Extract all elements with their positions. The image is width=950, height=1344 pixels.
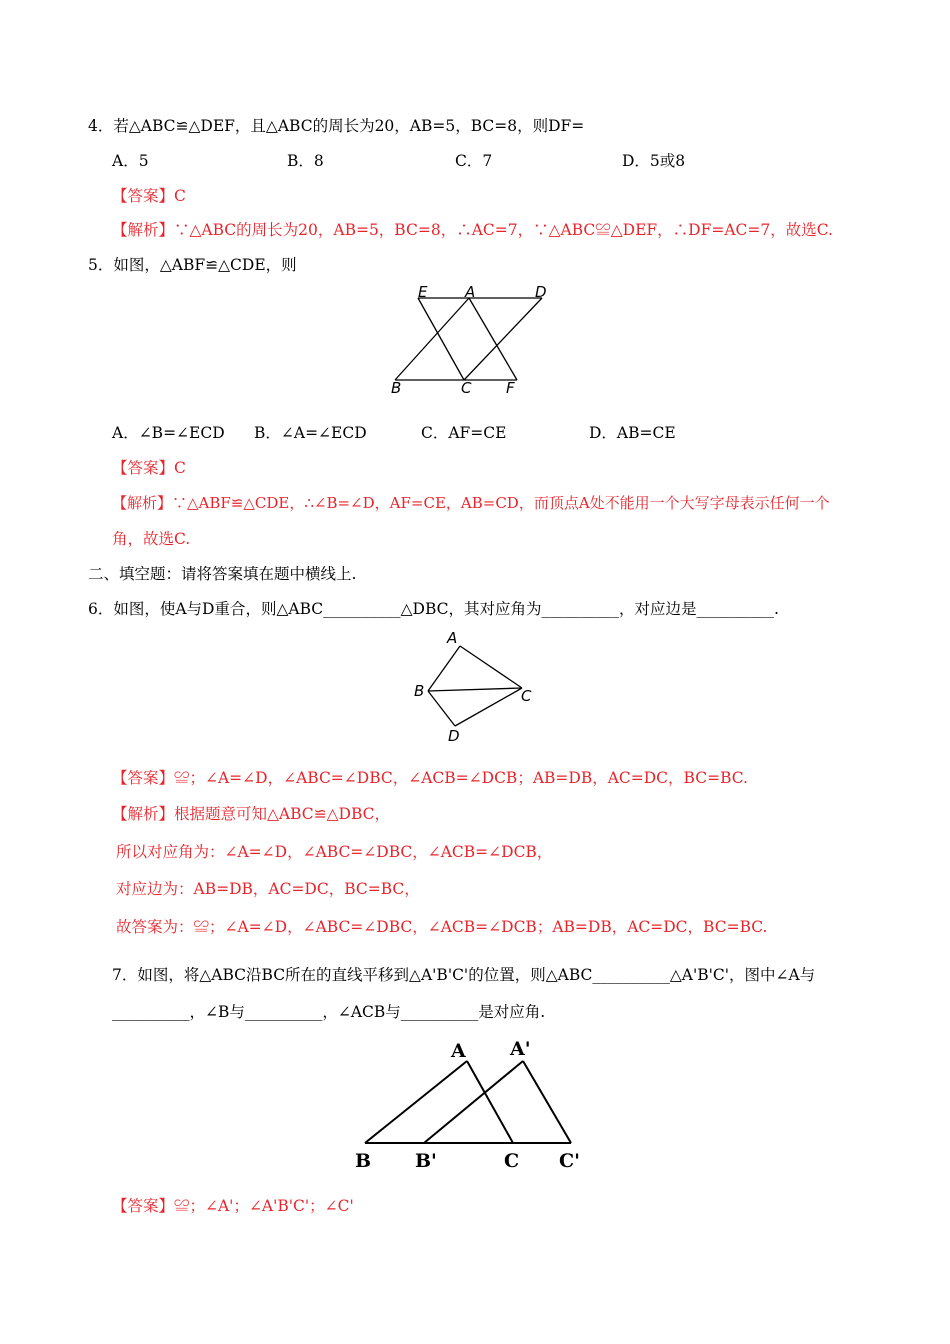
q6-label-a: A	[447, 629, 458, 647]
q7-stem-line2: __________，∠B与__________，∠ACB与__________是对应角.	[112, 1003, 546, 1021]
q7-label-c: C	[504, 1150, 520, 1172]
q5-option-c: C．AF=CE	[421, 424, 507, 442]
q7-label-a: A	[451, 1040, 466, 1062]
q4-analysis: 【解析】∵△ABC的周长为20，AB=5，BC=8，∴AC=7，∵△ABC≌△DEF，∴DF=AC=7，故选C.	[112, 221, 833, 239]
q4-stem: 4．若△ABC≌△DEF，且△ABC的周长为20，AB=5，BC=8，则DF=	[88, 117, 585, 135]
q7-answer: 【答案】≌；∠A'；∠A'B'C'；∠C'	[112, 1197, 354, 1215]
q6-answer: 【答案】≌；∠A=∠D，∠ABC=∠DBC，∠ACB=∠DCB；AB=DB，AC=DC，BC=BC.	[112, 769, 748, 787]
q6-label-c: C	[521, 687, 532, 705]
q5-option-a: A．∠B=∠ECD	[112, 424, 225, 442]
q7-stem-line1: 7．如图，将△ABC沿BC所在的直线平移到△A'B'C'的位置，则△ABC__________△A'B'C'，图中∠A与	[112, 966, 816, 984]
q5-analysis-line1: 【解析】∵△ABF≌△CDE，∴∠B=∠D，AF=CE，AB=CD，而顶点A处不能用一个大写字母表示任何一个	[112, 494, 830, 512]
q5-analysis-line2: 角，故选C.	[112, 530, 191, 548]
q5-figure	[385, 286, 560, 398]
q4-option-a: A．5	[112, 152, 149, 170]
q4-option-b: B．8	[287, 152, 324, 170]
q7-label-c-prime: C'	[559, 1150, 580, 1172]
q5-stem: 5．如图，△ABF≌△CDE，则	[88, 256, 297, 274]
q5-label-a: A	[465, 286, 476, 301]
q5-label-f: F	[506, 379, 515, 397]
q6-analysis-line1: 【解析】根据题意可知△ABC≌△DBC，	[112, 805, 391, 823]
q5-option-d: D．AB=CE	[589, 424, 676, 442]
q6-label-b: B	[414, 682, 425, 700]
section-heading: 二、填空题：请将答案填在题中横线上.	[88, 565, 357, 583]
q6-stem: 6．如图，使A与D重合，则△ABC__________△DBC，其对应角为__________，对应边是__________.	[88, 600, 779, 618]
q7-label-b: B	[355, 1150, 372, 1172]
q5-label-d: D	[535, 286, 547, 301]
q7-label-a-prime: A'	[510, 1038, 531, 1060]
q6-analysis-line2: 所以对应角为：∠A=∠D，∠ABC=∠DBC，∠ACB=∠DCB，	[116, 843, 553, 861]
q5-option-b: B．∠A=∠ECD	[254, 424, 367, 442]
q6-figure	[408, 628, 538, 746]
q5-label-c: C	[461, 379, 472, 397]
q6-analysis-line4: 故答案为：≌；∠A=∠D，∠ABC=∠DBC，∠ACB=∠DCB；AB=DB，AC=DC，BC=BC.	[116, 918, 768, 936]
q5-label-e: E	[418, 286, 428, 301]
q7-figure	[345, 1032, 595, 1177]
q4-answer: 【答案】C	[112, 187, 186, 205]
q4-option-c: C．7	[455, 152, 493, 170]
q6-label-d: D	[448, 727, 460, 745]
q5-label-b: B	[391, 379, 402, 397]
q4-option-d: D．5或8	[622, 152, 686, 170]
q6-analysis-line3: 对应边为：AB=DB，AC=DC，BC=BC，	[116, 880, 420, 898]
q7-label-b-prime: B'	[415, 1150, 437, 1172]
q5-answer: 【答案】C	[112, 459, 186, 477]
